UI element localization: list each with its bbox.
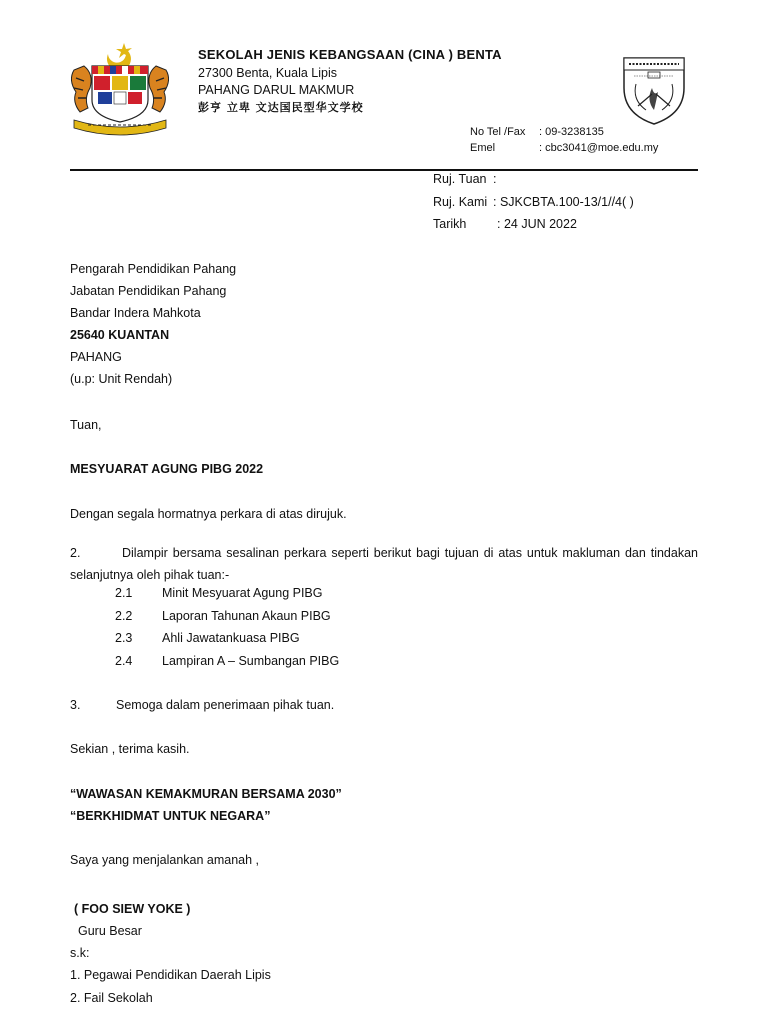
recipient-line-4: 25640 KUANTAN (70, 328, 170, 342)
tel-value: : 09-3238135 (539, 126, 604, 138)
ruj-tuan-value: : (493, 172, 497, 186)
list-item-text: Ahli Jawatankuasa PIBG (162, 631, 300, 645)
recipient-line-5: PAHANG (70, 350, 122, 364)
malaysia-coat-of-arms-icon (64, 40, 176, 140)
motto-line-2: “BERKHIDMAT UNTUK NEGARA” (70, 809, 271, 823)
list-item-number: 2.4 (115, 654, 133, 668)
school-badge-icon (620, 54, 688, 128)
cc-label: s.k: (70, 946, 90, 960)
tel-label: No Tel /Fax (470, 126, 526, 138)
recipient-line-6: (u.p: Unit Rendah) (70, 372, 173, 386)
school-name: SEKOLAH JENIS KEBANGSAAN (CINA ) BENTA (198, 47, 502, 62)
signatory-name: ( FOO SIEW YOKE ) (74, 902, 191, 916)
paragraph-2 (70, 542, 698, 586)
address-line-2: PAHANG DARUL MAKMUR (198, 83, 355, 97)
list-item-text: Minit Mesyuarat Agung PIBG (162, 586, 323, 600)
ruj-kami-value: : SJKCBTA.100-13/1//4( ) (493, 195, 634, 209)
address-line-1: 27300 Benta, Kuala Lipis (198, 66, 337, 80)
school-name-chinese: 彭亨 立卑 文达国民型华文学校 (198, 101, 364, 114)
motto-line-1: “WAWASAN KEMAKMURAN BERSAMA 2030” (70, 787, 342, 801)
list-item-text: Laporan Tahunan Akaun PIBG (162, 609, 331, 623)
paragraph-2-number: 2. (70, 546, 81, 560)
list-item-number: 2.2 (115, 609, 133, 623)
ruj-tuan-label: Ruj. Tuan (433, 172, 487, 186)
list-item-text: Lampiran A – Sumbangan PIBG (162, 654, 340, 668)
ruj-kami-label: Ruj. Kami (433, 195, 488, 209)
salutation: Tuan, (70, 418, 102, 432)
cc-item-1: 1. Pegawai Pendidikan Daerah Lipis (70, 968, 271, 982)
recipient-line-1: Pengarah Pendidikan Pahang (70, 262, 237, 276)
tarikh-value: : 24 JUN 2022 (497, 217, 577, 231)
paragraph-1: Dengan segala hormatnya perkara di atas dirujuk. (70, 507, 347, 521)
list-item-number: 2.1 (115, 586, 133, 600)
tarikh-label: Tarikh (433, 217, 467, 231)
recipient-line-2: Jabatan Pendidikan Pahang (70, 284, 227, 298)
email-value: : cbc3041@moe.edu.my (539, 142, 659, 154)
paragraph-3-text: Semoga dalam penerimaan pihak tuan. (116, 698, 335, 712)
subject-heading: MESYUARAT AGUNG PIBG 2022 (70, 462, 264, 476)
cc-item-2: 2. Fail Sekolah (70, 991, 153, 1005)
paragraph-2-text: Dilampir bersama sesalinan perkara seperti berikut bagi tujuan di atas untuk makluman dan tindakan selanjutnya oleh pihak tuan:- (70, 546, 698, 582)
header-divider (70, 169, 698, 171)
closing-line: Sekian , terima kasih. (70, 742, 190, 756)
signatory-title: Guru Besar (78, 924, 142, 938)
list-item-number: 2.3 (115, 631, 133, 645)
paragraph-3-number: 3. (70, 698, 81, 712)
amanah-line: Saya yang menjalankan amanah , (70, 853, 260, 867)
email-label: Emel (470, 142, 496, 154)
recipient-line-3: Bandar Indera Mahkota (70, 306, 201, 320)
